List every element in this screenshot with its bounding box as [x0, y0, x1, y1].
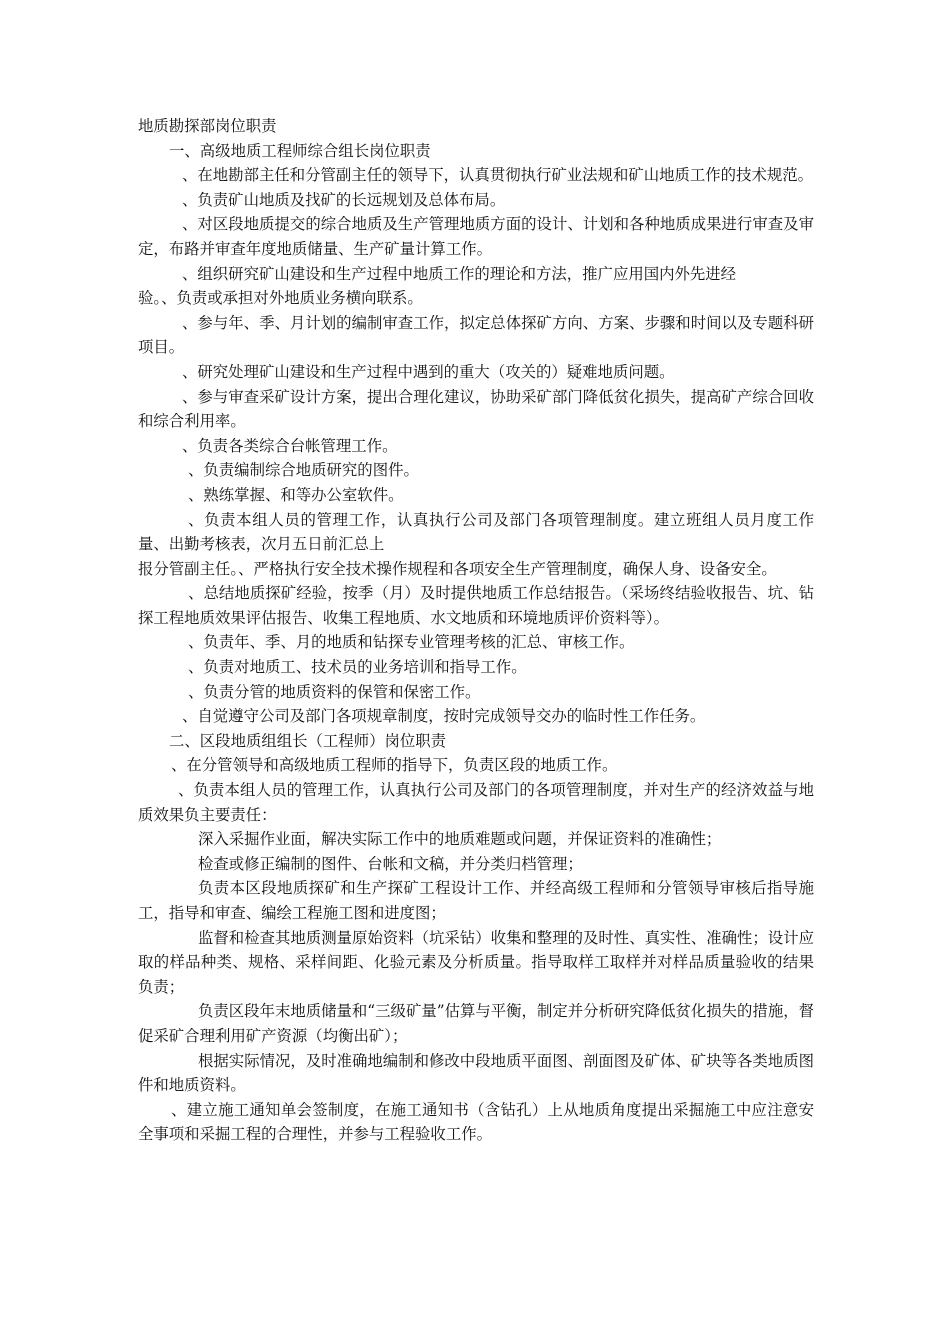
duty-item-continuation: 报分管副主任。、严格执行安全技术操作规程和各项安全生产管理制度，确保人身、设备安全。	[138, 559, 777, 578]
duty-item: 、负责本组人员的管理工作，认真执行公司及部门各项管理制度。建立班组人员月度工作量、出勤考核表，次月五日前汇总上	[138, 510, 814, 554]
duty-item: 、负责分管的地质资料的保管和保密工作。	[188, 682, 481, 701]
duty-item: 、参与年、季、月计划的编制审查工作，拟定总体探矿方向、方案、步骤和时间以及专题科研项目。	[138, 313, 814, 357]
duty-sub-item: 监督和检查其地质测量原始资料（坑采钻）收集和整理的及时性、真实性、准确性；设计应取的样品种类、规格、采样间距、化验元素及分析质量。指导取样工取样并对样品质量验收的结果负责；	[138, 928, 814, 996]
duty-item: 、负责年、季、月的地质和钻探专业管理考核的汇总、审核工作。	[188, 633, 635, 652]
duty-sub-item: 深入采掘作业面，解决实际工作中的地质难题或问题，并保证资料的准确性；	[198, 830, 722, 849]
document-title: 地质勘探部岗位职责	[138, 117, 277, 135]
duty-item: 、在地勘部主任和分管副主任的领导下，认真贯彻执行矿业法规和矿山地质工作的技术规范。	[182, 166, 814, 185]
duty-item: 、负责编制综合地质研究的图件。	[188, 461, 419, 480]
duty-item: 、自觉遵守公司及部门各项规章制度，按时完成领导交办的临时性工作任务。	[182, 707, 706, 726]
duty-item: 、在分管领导和高级地质工程师的指导下，负责区段的地质工作。	[171, 756, 618, 775]
duty-item: 、负责矿山地质及找矿的长远规划及总体布局。	[182, 190, 506, 209]
section-heading-1: 一、高级地质工程师综合组长岗位职责	[169, 141, 431, 160]
duty-item: 、总结地质探矿经验，按季（月）及时提供地质工作总结报告。（采场终结验收报告、坑、钻探工程地质效果评估报告、收集工程地质、水文地质和环境地质评价资料等）。	[138, 584, 814, 627]
duty-item: 、组织研究矿山建设和生产过程中地质工作的理论和方法，推广应用国内外先进经	[182, 264, 737, 283]
duty-item: 、研究处理矿山建设和生产过程中遇到的重大（攻关的）疑难地质问题。	[182, 362, 675, 381]
duty-item: 、对区段地质提交的综合地质及生产管理地质方面的设计、计划和各种地质成果进行审查及审定，布路并审查年度地质储量、生产矿量计算工作。	[138, 215, 814, 258]
duty-sub-item: 检查或修正编制的图件、台帐和文稿，并分类归档管理；	[198, 854, 583, 873]
duty-item: 、参与审查采矿设计方案，提出合理化建议，协助采矿部门降低贫化损失，提高矿产综合回收和综合利用率。	[138, 387, 814, 431]
duty-sub-item: 根据实际情况，及时准确地编制和修改中段地质平面图、剖面图及矿体、矿块等各类地质图件和地质资料。	[138, 1051, 814, 1095]
duty-item: 、负责各类综合台帐管理工作。	[182, 436, 398, 455]
duty-item: 、负责对地质工、技术员的业务培训和指导工作。	[188, 658, 527, 677]
document-body	[138, 114, 814, 1147]
section-heading-2: 二、区段地质组组长（工程师）岗位职责	[169, 731, 447, 750]
duty-item: 、熟练掌握、和等办公室软件。	[188, 485, 404, 504]
duty-item: 、负责本组人员的管理工作，认真执行公司及部门的各项管理制度，并对生产的经济效益与地质效果负主要责任：	[138, 781, 814, 824]
duty-item: 、建立施工通知单会签制度，在施工通知书（含钻孔）上从地质角度提出采掘施工中应注意安全事项和采掘工程的合理性，并参与工程验收工作。	[138, 1100, 814, 1144]
duty-item-continuation: 验。、负责或承担对外地质业务横向联系。	[138, 289, 423, 308]
duty-sub-item: 负责本区段地质探矿和生产探矿工程设计工作、并经高级工程师和分管领导审核后指导施工，指导和审查、编绘工程施工图和进度图；	[138, 879, 814, 922]
duty-sub-item: 负责区段年末地质储量和“三级矿量”估算与平衡，制定并分析研究降低贫化损失的措施，督促采矿合理利用矿产资源（均衡出矿）；	[138, 1002, 814, 1045]
